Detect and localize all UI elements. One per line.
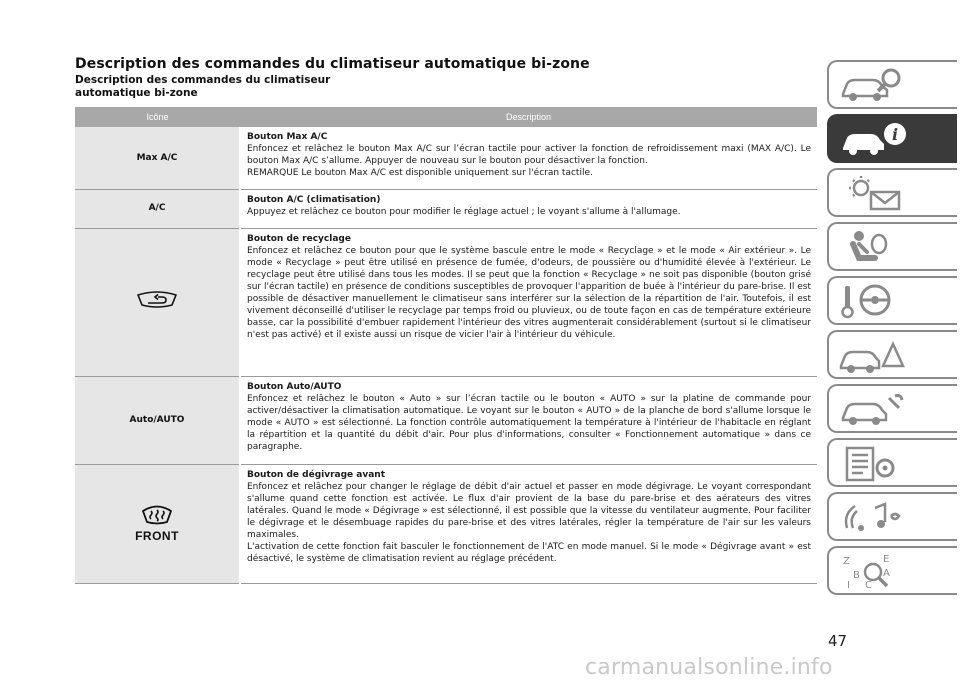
car-breakdown-icon	[839, 336, 909, 376]
car-info-icon	[839, 120, 909, 160]
car-service-icon	[839, 390, 909, 430]
car-search-icon	[839, 66, 909, 106]
description-cell	[240, 189, 817, 228]
table-row	[75, 228, 817, 376]
svg-text:A: A	[883, 568, 890, 579]
row-title: Bouton Auto/AUTO	[247, 381, 342, 392]
row-note: L'activation de cette fonction fait basculer le fonctionnement de l'ATC en mode manuel. Si le mode « Dégivrage avant » est désactivé, le système de climatisation revient au réglage précédent.	[247, 542, 811, 565]
warning-light-message-icon	[839, 174, 909, 214]
auto-label: Auto/AUTO	[129, 414, 185, 425]
row-text: Enfoncez et relâchez le bouton Max A/C sur l’écran tactile pour activer la fonction de refroidissement maxi (MAX A/C). Le bouton Max A/C s’allume. Appuyer de nouveau sur le bouton pour désactiver la fonction.	[247, 144, 811, 167]
svg-text:Z: Z	[843, 556, 850, 567]
specifications-icon	[839, 444, 909, 484]
airbag-seat-icon	[839, 228, 909, 268]
tab-car-search[interactable]	[827, 60, 957, 109]
table-caption: Description des commandes du climatiseur automatique bi-zone	[75, 74, 331, 99]
svg-text:I: I	[847, 580, 850, 591]
tab-multimedia[interactable]	[827, 492, 957, 541]
description-cell	[240, 228, 817, 376]
ac-label: A/C	[148, 203, 166, 214]
page-number: 47	[828, 632, 848, 650]
row-note: REMARQUE Le bouton Max A/C est disponible uniquement sur l'écran tactile.	[247, 168, 593, 179]
row-text: Enfoncez et relâchez pour changer le réglage de débit d'air actuel et passer en mode dégivrage. Le voyant correspondant s'allume quand cette fonction est activée. Le flux d'air provient de la base du pare-brise et des aérateurs des vitres latérales. Quand le mode « Dégivrage » est sélectionné, il est possible que la vitesse du ventilateur augmente. Pour faciliter le dégivrage et le désembuage rapides du pare-brise et des vitres latérales, régler la température de l'air sur les valeurs maximales.	[247, 481, 811, 540]
table-row	[75, 464, 817, 583]
row-title: Bouton A/C (climatisation)	[247, 194, 381, 205]
tab-starting[interactable]	[827, 276, 957, 325]
tab-warning-lights[interactable]	[827, 168, 957, 217]
watermark-text: carmanualsonline.info	[585, 655, 833, 680]
description-cell	[240, 127, 817, 189]
multimedia-icon	[839, 498, 909, 538]
svg-text:E: E	[883, 554, 890, 565]
commands-table	[75, 107, 817, 584]
table-row	[75, 376, 817, 464]
table-row	[75, 189, 817, 228]
row-title: Bouton de dégivrage avant	[247, 469, 386, 480]
table-row	[75, 127, 817, 189]
tab-car-info[interactable]	[827, 114, 957, 163]
tab-index[interactable]	[827, 546, 957, 595]
header-icon: Icône	[75, 107, 240, 127]
svg-text:C: C	[865, 580, 872, 591]
steering-key-icon	[839, 282, 909, 322]
svg-text:i: i	[892, 125, 899, 144]
row-text: Enfoncez et relâchez ce bouton pour que le système bascule entre le mode « Recyclage » et le mode « Air extérieur ». Le mode « Recyclage » peut être utilisé en présence de fumée, d'odeurs, de poussière ou d'humidité élevée à l'extérieur. Le recyclage peut être utilisé dans tous les modes. Il se peut que la fonction « Recyclage » ne soit pas disponible (bouton grisé sur l'écran tactile) en présence de conditions susceptibles de provoquer l'apparition de buée à l'intérieur du pare-brise. Il est possible de désactiver manuellement le climatiseur sans interférer sur la sélection de la répartition de l'air. Toutefois, il est vivement déconseillé d'utiliser le recyclage par temps froid ou pluvieux, ou de toute façon en cas de température extérieure basse, car la possibilité d'embuer rapidement l'intérieur des vitres augmenterait considérablement (surtout si le climatiseur n'est pas activé) et il existe aussi un risque de vicier l'air à l'intérieur du véhicule.	[247, 245, 811, 341]
tab-specifications[interactable]	[827, 438, 957, 487]
row-title: Bouton Max A/C	[247, 132, 328, 142]
front-label: FRONT	[135, 529, 179, 543]
tab-maintenance[interactable]	[827, 384, 957, 433]
row-text: Enfoncez et relâchez le bouton « Auto » sur l’écran tactile ou le bouton « AUTO » sur la platine de commande pour activer/désactiver la climatisation automatique. Le voyant sur le bouton « AUTO » de la planche de bord s'allume lorsque le mode « AUTO » est sélectionné. La fonction contrôle automatiquement la température à l'intérieur de l'habitacle en réglant la répartition et la quantité du débit d'air. Pour plus d'informations, consulter « Fonctionnement automatique » dans ce paragraphe.	[247, 393, 811, 452]
icon-cell	[75, 464, 240, 583]
header-description: Description	[240, 107, 817, 127]
tab-safety[interactable]	[827, 222, 957, 271]
svg-text:B: B	[853, 570, 860, 581]
recirculation-icon	[134, 289, 180, 311]
icon-cell	[75, 189, 240, 228]
max-ac-label: Max A/C	[136, 152, 178, 163]
icon-cell	[75, 127, 240, 189]
tab-emergency[interactable]	[827, 330, 957, 379]
icon-cell	[75, 228, 240, 376]
row-text: Appuyez et relâchez ce bouton pour modifier le réglage actuel ; le voyant s'allume à l'allumage.	[247, 206, 681, 217]
icon-cell	[75, 376, 240, 464]
front-defrost-icon	[135, 503, 179, 542]
alphabetical-index-icon	[839, 552, 909, 592]
description-cell	[240, 376, 817, 464]
row-title: Bouton de recyclage	[247, 233, 351, 244]
description-cell	[240, 464, 817, 583]
table-header-row	[75, 107, 817, 127]
page-heading: Description des commandes du climatiseur automatique bi-zone	[75, 56, 590, 72]
